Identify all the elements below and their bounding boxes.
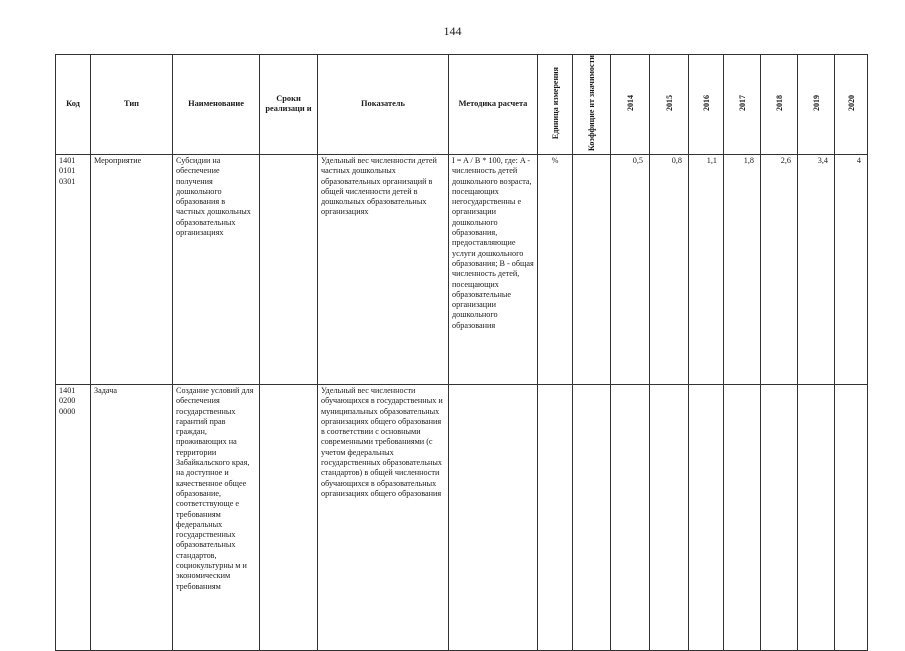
row-term — [260, 385, 317, 387]
row-term — [260, 155, 317, 157]
row-indicator: Удельный вес численности обучающихся в государственных и муниципальных образовательных организациях общего образования в соответствии с основными современными требованиями (с учетом федеральных государственных образовательных стандартов) в общей численности обучающихся в образовательных организациях общего образования — [321, 385, 443, 498]
header-year-2019: 2019 — [811, 94, 821, 111]
cell-year-2020 — [835, 154, 868, 384]
cell-year-2016 — [689, 384, 724, 650]
header-year-2020: 2020 — [846, 94, 856, 111]
header-unit: Единица измерения — [550, 66, 560, 140]
row-code: 1401 0200 0000 — [59, 385, 76, 416]
header-year-2017: 2017 — [737, 94, 747, 111]
header-term: Сроки реализаци и — [260, 55, 318, 155]
cell-type — [91, 154, 173, 384]
header-year-cell — [835, 55, 868, 155]
row-value-2018 — [761, 385, 797, 387]
cell-year-2016 — [689, 154, 724, 384]
row-value-2017: 1,8 — [743, 155, 754, 165]
page-number: 144 — [443, 24, 462, 38]
row-value-2014: 0,5 — [632, 155, 643, 165]
table-row — [56, 154, 868, 384]
cell-year-2015 — [650, 154, 689, 384]
cell-year-2019 — [798, 384, 835, 650]
row-value-2014 — [611, 385, 649, 387]
cell-year-2019 — [798, 154, 835, 384]
row-method: I = A / B * 100, где: A - численность детей дошкольного возраста, посещающих негосударственны е организации дошкольного образования, предоставляющие услуги дошкольного образования; B - общая численность детей, посещающих образовательные организации дошкольного образования — [452, 155, 534, 330]
cell-year-2020 — [835, 384, 868, 650]
header-type: Тип — [91, 55, 173, 155]
row-coef — [573, 385, 610, 387]
row-indicator: Удельный вес численности детей частных дошкольных образовательных организаций в общей численности детей в дошкольных образовательных организациях — [321, 155, 437, 217]
header-year-cell — [724, 55, 761, 155]
header-code: Код — [56, 55, 91, 155]
header-unit-cell — [538, 55, 573, 155]
row-value-2017 — [724, 385, 760, 387]
table-row — [56, 384, 868, 650]
cell-name — [173, 384, 260, 650]
header-year-cell — [650, 55, 689, 155]
row-value-2020 — [835, 385, 867, 387]
cell-year-2017 — [724, 384, 761, 650]
row-type: Задача — [94, 385, 117, 395]
row-value-2016 — [689, 385, 723, 387]
header-year-2018: 2018 — [774, 94, 784, 111]
row-value-2019 — [798, 385, 834, 387]
row-method — [449, 385, 537, 387]
header-year-2014: 2014 — [625, 94, 635, 111]
row-value-2015 — [650, 385, 688, 387]
cell-year-2017 — [724, 154, 761, 384]
cell-unit — [538, 384, 573, 650]
header-year-cell — [761, 55, 798, 155]
cell-coef — [573, 154, 611, 384]
cell-code — [56, 384, 91, 650]
header-coef-cell — [573, 55, 611, 155]
header-year-2016: 2016 — [701, 94, 711, 111]
row-value-2019: 3,4 — [817, 155, 828, 165]
indicators-table — [55, 54, 868, 651]
cell-coef — [573, 384, 611, 650]
header-method: Методика расчета — [449, 55, 538, 155]
row-type: Мероприятие — [94, 155, 142, 165]
row-name: Создание условий для обеспечения государственных гарантий прав граждан, проживающих на территории Забайкальского края, на доступное и качественное общее образование, соответствующе е требованиям федеральных государственных образовательных стандартов, социокультурны м и экономическим требованиям — [176, 385, 254, 591]
header-year-2015: 2015 — [664, 94, 674, 111]
cell-type — [91, 384, 173, 650]
cell-term — [260, 154, 318, 384]
cell-year-2015 — [650, 384, 689, 650]
row-value-2020: 4 — [856, 155, 861, 165]
cell-code — [56, 154, 91, 384]
header-indicator: Показатель — [318, 55, 449, 155]
row-value-2015: 0,8 — [671, 155, 682, 165]
row-unit: % — [551, 155, 559, 165]
cell-year-2018 — [761, 154, 798, 384]
cell-indicator — [318, 154, 449, 384]
cell-term — [260, 384, 318, 650]
row-coef — [573, 155, 610, 157]
header-row — [56, 55, 868, 155]
cell-year-2018 — [761, 384, 798, 650]
header-year-cell — [689, 55, 724, 155]
cell-indicator — [318, 384, 449, 650]
row-value-2018: 2,6 — [780, 155, 791, 165]
cell-method — [449, 384, 538, 650]
row-unit — [538, 385, 572, 387]
header-year-cell — [798, 55, 835, 155]
header-coef: Коэффицие нт значимости — [587, 55, 596, 151]
row-code: 1401 0101 0301 — [59, 155, 76, 186]
cell-name — [173, 154, 260, 384]
cell-year-2014 — [611, 154, 650, 384]
header-year-cell — [611, 55, 650, 155]
row-value-2016: 1,1 — [706, 155, 717, 165]
cell-unit — [538, 154, 573, 384]
cell-year-2014 — [611, 384, 650, 650]
cell-method — [449, 154, 538, 384]
row-name: Субсидии на обеспечение получения дошкольного образования в частных дошкольных образовательных организациях — [176, 155, 251, 238]
header-name: Наименование — [173, 55, 260, 155]
